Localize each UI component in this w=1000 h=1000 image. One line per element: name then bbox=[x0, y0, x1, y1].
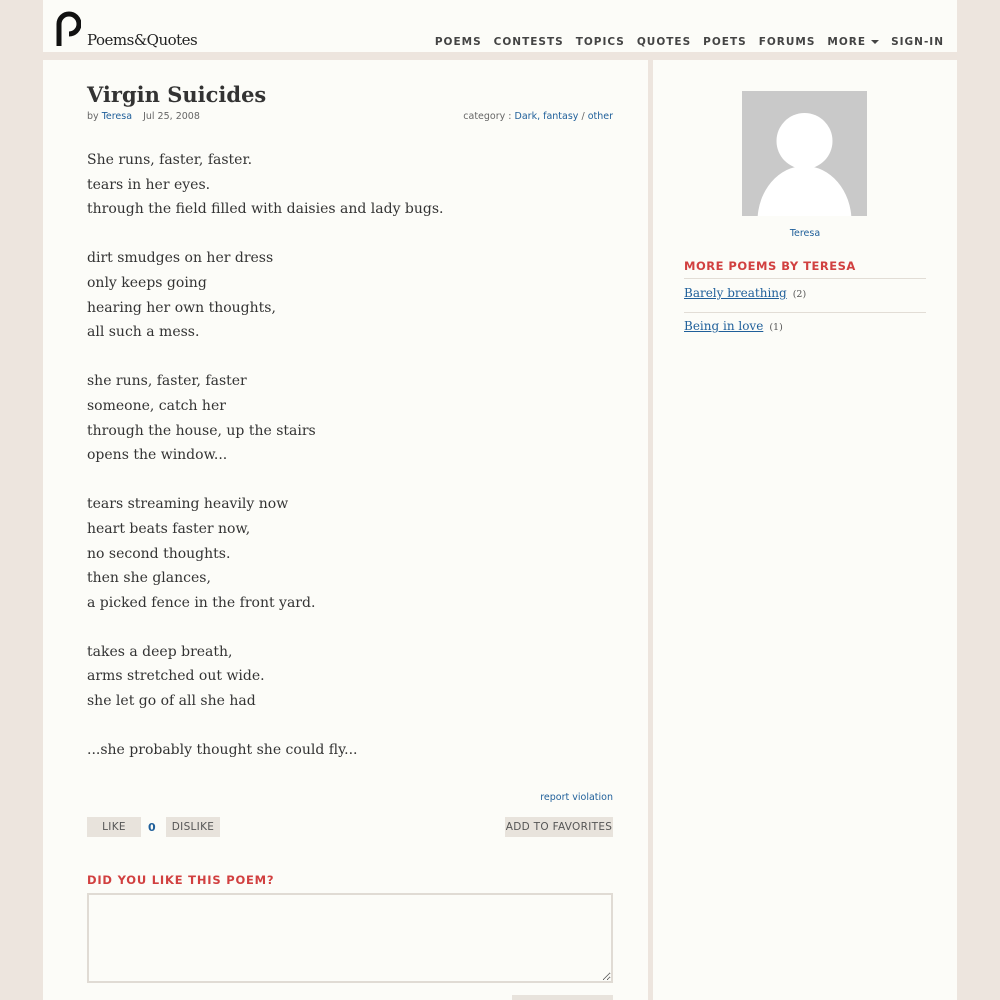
nav-more[interactable] bbox=[827, 36, 879, 48]
poem-line: all such a mess. bbox=[87, 324, 200, 341]
poem-line: takes a deep breath, bbox=[87, 643, 233, 660]
like-button[interactable]: LIKE bbox=[87, 817, 141, 837]
nav-forums[interactable]: FORUMS bbox=[758, 36, 816, 48]
like-count: 0 bbox=[148, 821, 156, 834]
poem-line: through the house, up the stairs bbox=[87, 422, 316, 439]
site-logo-text[interactable]: Poems&Quotes bbox=[87, 31, 198, 49]
list-item bbox=[684, 319, 783, 333]
nav-quotes[interactable]: QUOTES bbox=[636, 36, 692, 48]
site-header bbox=[43, 0, 957, 52]
poem-line: then she glances, bbox=[87, 570, 211, 587]
poem-line: through the field filled with daisies and lady bugs. bbox=[87, 201, 444, 218]
report-violation-link[interactable]: report violation bbox=[540, 792, 613, 803]
poem-line: dirt smudges on her dress bbox=[87, 250, 274, 267]
divider bbox=[684, 278, 926, 279]
nav-sign-in[interactable]: SIGN-IN bbox=[891, 36, 944, 48]
poem-title: Virgin Suicides bbox=[87, 82, 267, 107]
category-link-main[interactable]: Dark, fantasy bbox=[514, 111, 579, 122]
poem-line: only keeps going bbox=[87, 274, 207, 291]
poem-line: She runs, faster, faster. bbox=[87, 152, 253, 168]
author-link[interactable]: Teresa bbox=[101, 111, 133, 122]
dislike-button[interactable]: DISLIKE bbox=[166, 817, 220, 837]
poem-date: Jul 25, 2008 bbox=[143, 111, 200, 122]
main-nav bbox=[435, 36, 944, 48]
add-to-favorites-button[interactable]: ADD TO FAVORITES bbox=[505, 817, 613, 837]
nav-poems[interactable]: POEMS bbox=[434, 36, 482, 48]
logo-icon[interactable] bbox=[55, 10, 81, 46]
poem-line: hearing her own thoughts, bbox=[87, 299, 276, 316]
divider bbox=[684, 312, 926, 313]
poem-line: tears in her eyes. bbox=[87, 176, 211, 193]
category-label: category : bbox=[463, 111, 512, 122]
poem-line: opens the window... bbox=[87, 447, 228, 464]
user-silhouette-icon bbox=[742, 91, 867, 216]
poem-category bbox=[463, 111, 613, 122]
list-item bbox=[684, 286, 806, 300]
poem-line: a picked fence in the front yard. bbox=[87, 594, 316, 611]
poem-body bbox=[87, 148, 607, 763]
nav-contests[interactable]: CONTESTS bbox=[493, 36, 564, 48]
more-poem-count: (1) bbox=[769, 322, 783, 333]
by-label: by bbox=[87, 111, 99, 122]
nav-topics[interactable]: TOPICS bbox=[575, 36, 625, 48]
poem-panel bbox=[43, 60, 648, 1000]
poem-line: heart beats faster now, bbox=[87, 520, 251, 537]
category-separator: / bbox=[581, 111, 585, 122]
category-link-sub[interactable]: other bbox=[587, 111, 613, 122]
caret-down-icon bbox=[871, 40, 879, 44]
more-poem-link[interactable]: Barely breathing bbox=[684, 286, 787, 300]
comment-heading: DID YOU LIKE THIS POEM? bbox=[87, 873, 275, 887]
more-poems-heading: MORE POEMS BY TERESA bbox=[684, 259, 856, 273]
nav-poets[interactable]: POETS bbox=[703, 36, 747, 48]
stanza-gap bbox=[87, 714, 607, 739]
stanza-gap bbox=[87, 345, 607, 370]
poem-line: she let go of all she had bbox=[87, 693, 256, 710]
sidebar-author-link[interactable]: Teresa bbox=[789, 228, 821, 239]
author-sidebar bbox=[653, 60, 957, 1000]
stanza-gap bbox=[87, 615, 607, 640]
more-poem-count: (2) bbox=[792, 289, 807, 300]
stanza-gap bbox=[87, 468, 607, 493]
poem-meta bbox=[87, 111, 200, 122]
stanza-gap bbox=[87, 222, 607, 247]
poem-line: ...she probably thought she could fly... bbox=[87, 742, 358, 759]
avatar[interactable] bbox=[742, 91, 867, 216]
submit-comment-button[interactable] bbox=[512, 995, 613, 1000]
nav-more-label: MORE bbox=[827, 36, 867, 48]
poem-line: tears streaming heavily now bbox=[87, 496, 289, 513]
poem-line: arms stretched out wide. bbox=[87, 668, 265, 685]
poem-line: she runs, faster, faster bbox=[87, 373, 247, 390]
more-poem-link[interactable]: Being in love bbox=[684, 319, 764, 333]
poem-line: no second thoughts. bbox=[87, 545, 231, 562]
poem-line: someone, catch her bbox=[87, 397, 226, 414]
comment-textarea[interactable] bbox=[87, 893, 613, 983]
